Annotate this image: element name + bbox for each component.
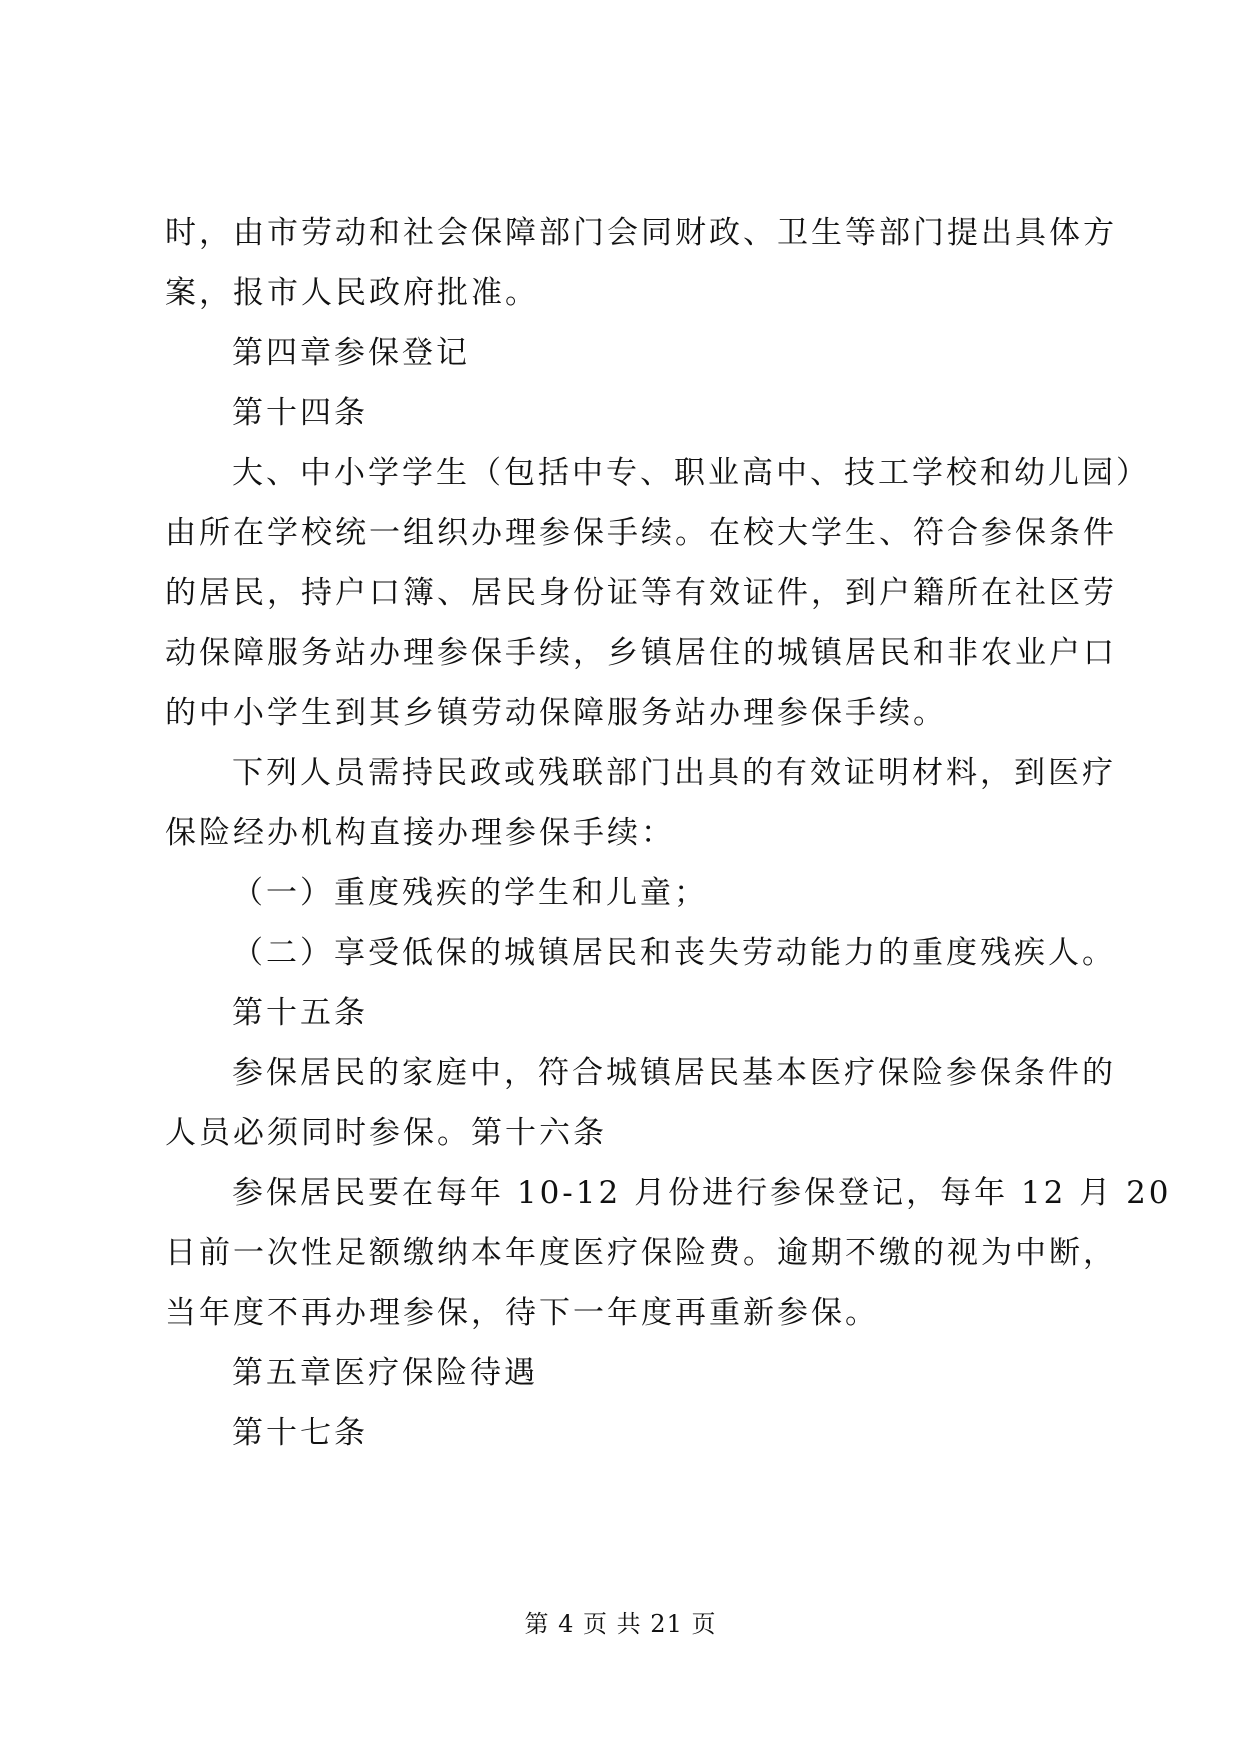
paragraph-line-11: 人员必须同时参保。第十六条 (165, 1115, 607, 1151)
paragraph-line-7: 的中小学生到其乡镇劳动保障服务站办理参保手续。 (165, 695, 947, 731)
page-number-footer: 第 4 页 共 21 页 (524, 1610, 717, 1638)
paragraph-line-10: 参保居民的家庭中，符合城镇居民基本医疗保险参保条件的 (232, 1055, 1116, 1091)
paragraph-line-5: 的居民，持户口簿、居民身份证等有效证件，到户籍所在社区劳 (165, 575, 1117, 611)
article-heading-14: 第十四条 (232, 395, 368, 431)
article-heading-15: 第十五条 (232, 995, 368, 1031)
paragraph-line-9: 保险经办机构直接办理参保手续： (165, 815, 675, 851)
chapter-heading-5: 第五章医疗保险待遇 (232, 1355, 538, 1391)
paragraph-line-14: 当年度不再办理参保，待下一年度再重新参保。 (165, 1295, 879, 1331)
chapter-heading-4: 第四章参保登记 (232, 335, 470, 371)
article-heading-17: 第十七条 (232, 1415, 368, 1451)
paragraph-line-4: 由所在学校统一组织办理参保手续。在校大学生、符合参保条件 (165, 515, 1117, 551)
paragraph-line-13: 日前一次性足额缴纳本年度医疗保险费。逾期不缴的视为中断， (165, 1235, 1117, 1271)
paragraph-line-12: 参保居民要在每年 10-12 月份进行参保登记，每年 12 月 20 (232, 1175, 1172, 1211)
paragraph-line-1: 时，由市劳动和社会保障部门会同财政、卫生等部门提出具体方 (165, 215, 1117, 251)
paragraph-line-2: 案，报市人民政府批准。 (165, 275, 539, 311)
paragraph-line-8: 下列人员需持民政或残联部门出具的有效证明材料，到医疗 (232, 755, 1116, 791)
paragraph-line-3: 大、中小学学生（包括中专、职业高中、技工学校和幼儿园） (232, 455, 1150, 491)
list-item-2: （二）享受低保的城镇居民和丧失劳动能力的重度残疾人。 (232, 935, 1116, 971)
list-item-1: （一）重度残疾的学生和儿童； (232, 875, 708, 911)
paragraph-line-6: 动保障服务站办理参保手续，乡镇居住的城镇居民和非农业户口 (165, 635, 1117, 671)
